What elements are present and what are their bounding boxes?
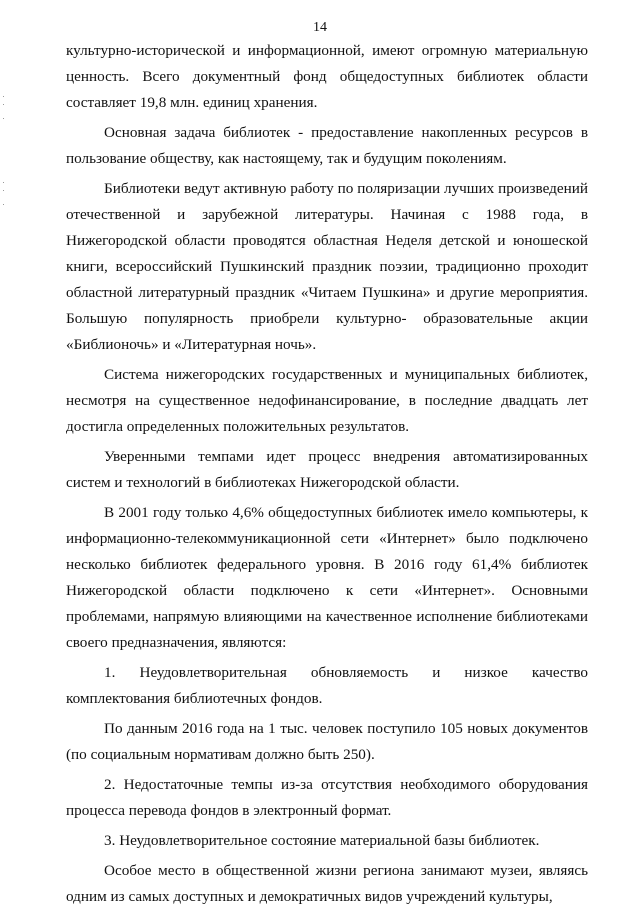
paragraph: В 2001 году только 4,6% общедоступных библиотек имело компьютеры, к информационно-телекоммуникационной сети «Интернет» было подключено несколько библиотек федерального уровня. В 2016 году 61,4% библиотек Нижегородской области подключено к сети «Интернет». Основными проблемами, напрямую влияющими на качественное исполнение библиотеками своего предназначения, являются: <box>66 504 588 651</box>
paragraph: Библиотеки ведут активную работу по поляризации лучших произведений отечественной и зарубежной литературы. Начиная с 1988 года, в Нижегородской области проводятся областная Неделя детской и юношеской книги, всероссийский Пушкинский праздник поэзии, традиционно проходит областной литературный праздник «Читаем Пушкина» и другие мероприятия. Большую популярность приобрели культурно- образовательные акции «Библионочь» и «Литературная ночь». <box>66 180 588 353</box>
paragraph: культурно-исторической и информационной, имеют огромную материальную ценность. Всего документный фонд общедоступных библиотек области составляет 19,8 млн. единиц хранения. <box>66 42 588 111</box>
page-number: 14 <box>313 20 327 35</box>
body-text <box>66 38 588 914</box>
paragraph: По данным 2016 года на 1 тыс. человек поступило 105 новых документов (по социальным нормативам должно быть 250). <box>66 720 588 763</box>
paragraph: Уверенными темпами идет процесс внедрения автоматизированных систем и технологий в библиотеках Нижегородской области. <box>66 448 588 491</box>
paragraph: Основная задача библиотек - предоставление накопленных ресурсов в пользование обществу, как настоящему, так и будущим поколениям. <box>66 124 588 167</box>
paragraph: Особое место в общественной жизни региона занимают музеи, являясь одним из самых доступных и демократичных видов учреждений культуры, <box>66 862 588 905</box>
numbered-item: 2. Недостаточные темпы из-за отсутствия необходимого оборудования процесса перевода фондов в электронный формат. <box>66 776 588 819</box>
scan-edge-marks <box>3 0 5 905</box>
numbered-item: 1. Неудовлетворительная обновляемость и низкое качество комплектования библиотечных фондов. <box>66 664 588 707</box>
paragraph: Система нижегородских государственных и муниципальных библиотек, несмотря на существенное недофинансирование, в последние двадцать лет достигла определенных положительных результатов. <box>66 366 588 435</box>
numbered-item: 3. Неудовлетворительное состояние материальной базы библиотек. <box>104 832 540 849</box>
